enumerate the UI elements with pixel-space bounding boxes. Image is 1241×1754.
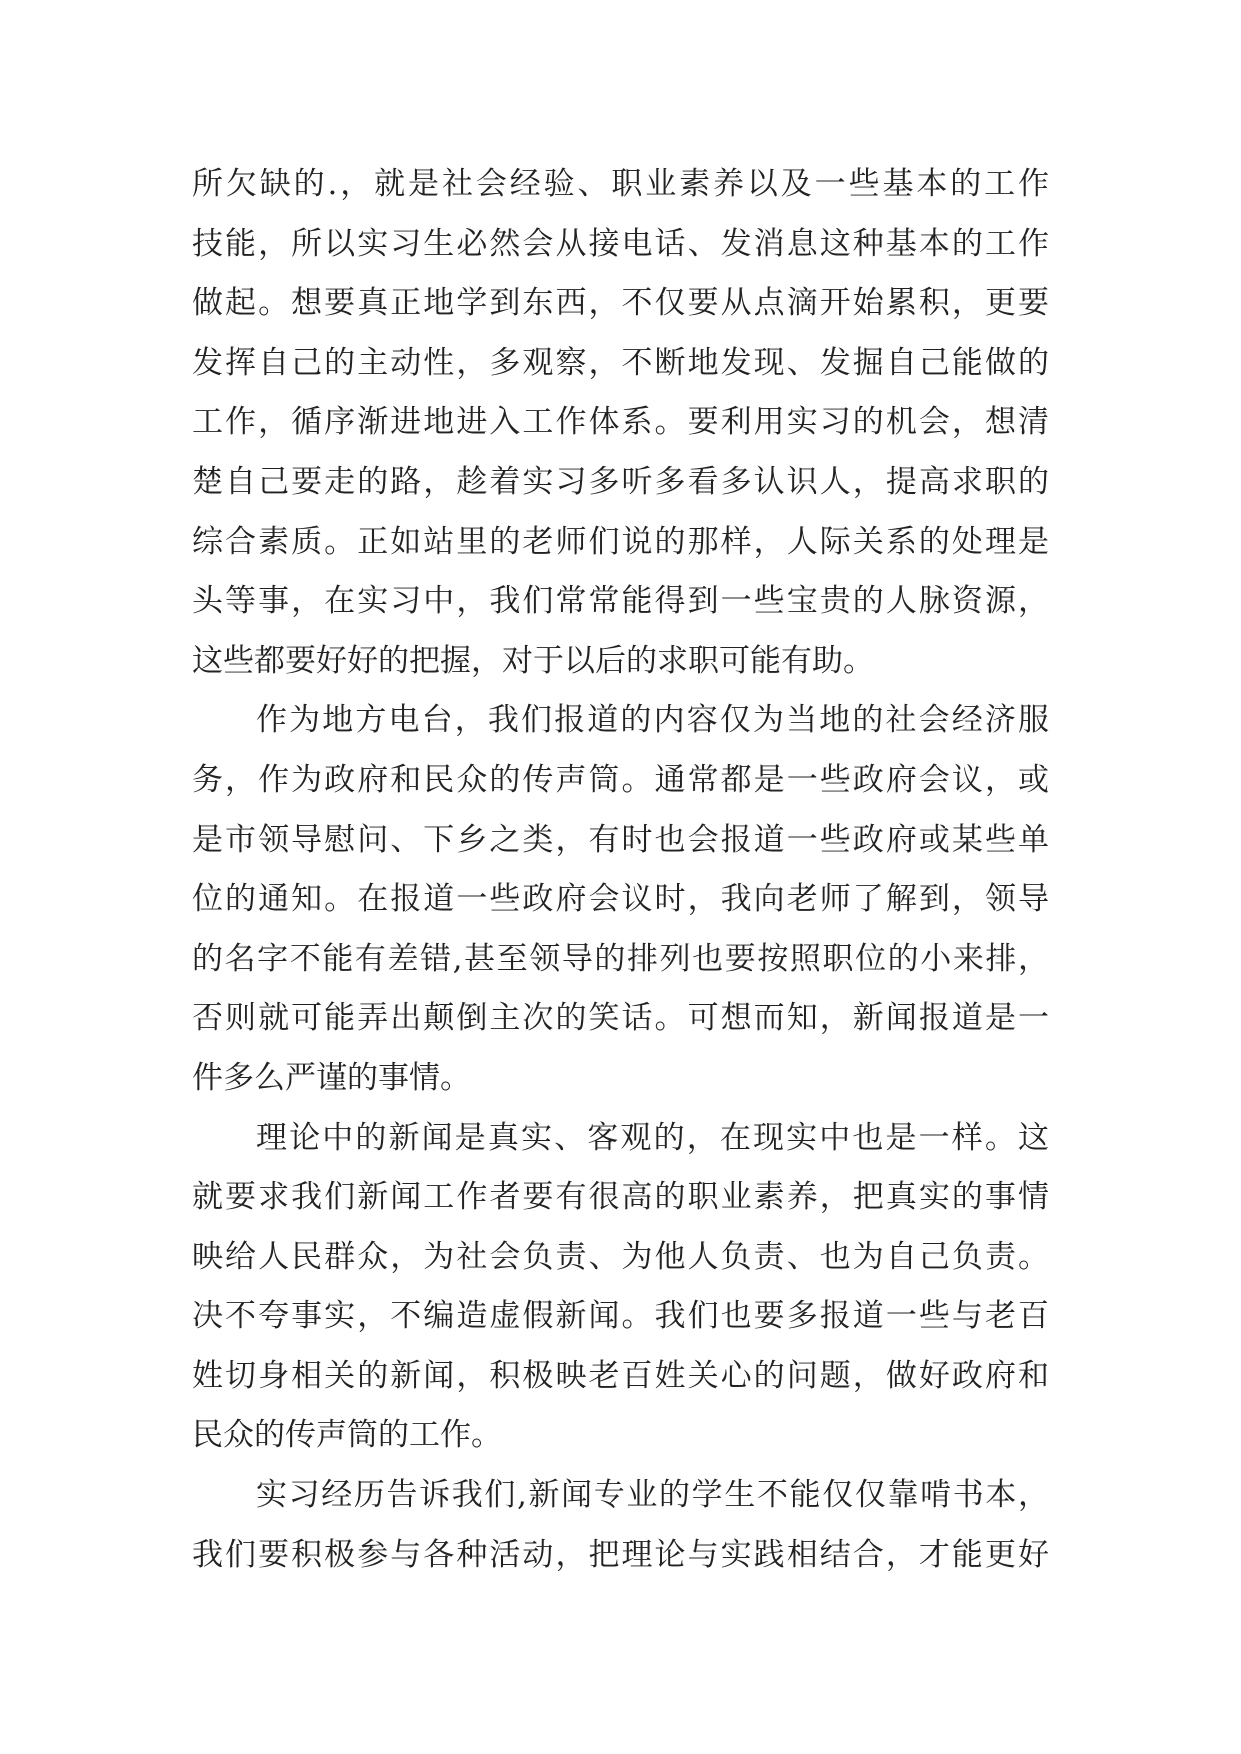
text-line: 位的通知。在报道一些政府会议时，我向老师了解到，领导 bbox=[192, 881, 1049, 918]
text-line: 否则就可能弄出颠倒主次的笑话。可想而知，新闻报道是一 bbox=[192, 1000, 1049, 1037]
text-line: 务，作为政府和民众的传声筒。通常都是一些政府会议，或 bbox=[192, 761, 1049, 798]
text-line: 我们要积极参与各种活动，把理论与实践相结合，才能更好 bbox=[192, 1536, 1049, 1573]
text-line: 决不夸事实，不编造虚假新闻。我们也要多报道一些与老百 bbox=[192, 1298, 1049, 1335]
text-line: 就要求我们新闻工作者要有很高的职业素养，把真实的事情 bbox=[192, 1179, 1049, 1216]
text-line: 理论中的新闻是真实、客观的，在现实中也是一样。这 bbox=[256, 1119, 1049, 1156]
text-line: 做起。想要真正地学到东西，不仅要从点滴开始累积，更要 bbox=[192, 285, 1049, 322]
text-line: 民众的传声筒的工作。 bbox=[192, 1417, 502, 1454]
text-line: 发挥自己的主动性，多观察，不断地发现、发掘自己能做的 bbox=[192, 344, 1049, 381]
text-line: 这些都要好好的把握，对于以后的求职可能有助。 bbox=[192, 642, 874, 679]
body-text bbox=[192, 155, 1049, 1585]
text-line: 所欠缺的.，就是社会经验、职业素养以及一些基本的工作 bbox=[192, 166, 1049, 202]
text-line: 头等事，在实习中，我们常常能得到一些宝贵的人脉资源， bbox=[192, 583, 1049, 620]
text-line: 姓切身相关的新闻，积极映老百姓关心的问题，做好政府和 bbox=[192, 1357, 1049, 1394]
text-line: 楚自己要走的路，趁着实习多听多看多认识人，提高求职的 bbox=[192, 463, 1049, 500]
text-line: 工作，循序渐进地进入工作体系。要利用实习的机会，想清 bbox=[192, 404, 1049, 441]
text-line: 是市领导慰问、下乡之类，有时也会报道一些政府或某些单 bbox=[192, 821, 1049, 858]
text-line: 件多么严谨的事情。 bbox=[192, 1059, 471, 1096]
text-line: 映给人民群众，为社会负责、为他人负责、也为自己负责。 bbox=[192, 1238, 1049, 1275]
text-line: 综合素质。正如站里的老师们说的那样，人际关系的处理是 bbox=[192, 523, 1049, 560]
text-line: 的名字不能有差错,甚至领导的排列也要按照职位的小来排， bbox=[192, 940, 1049, 977]
text-line: 技能，所以实习生必然会从接电话、发消息这种基本的工作 bbox=[192, 225, 1049, 262]
text-line: 实习经历告诉我们,新闻专业的学生不能仅仅靠啃书本， bbox=[256, 1477, 1049, 1514]
text-line: 作为地方电台，我们报道的内容仅为当地的社会经济服 bbox=[256, 702, 1049, 739]
